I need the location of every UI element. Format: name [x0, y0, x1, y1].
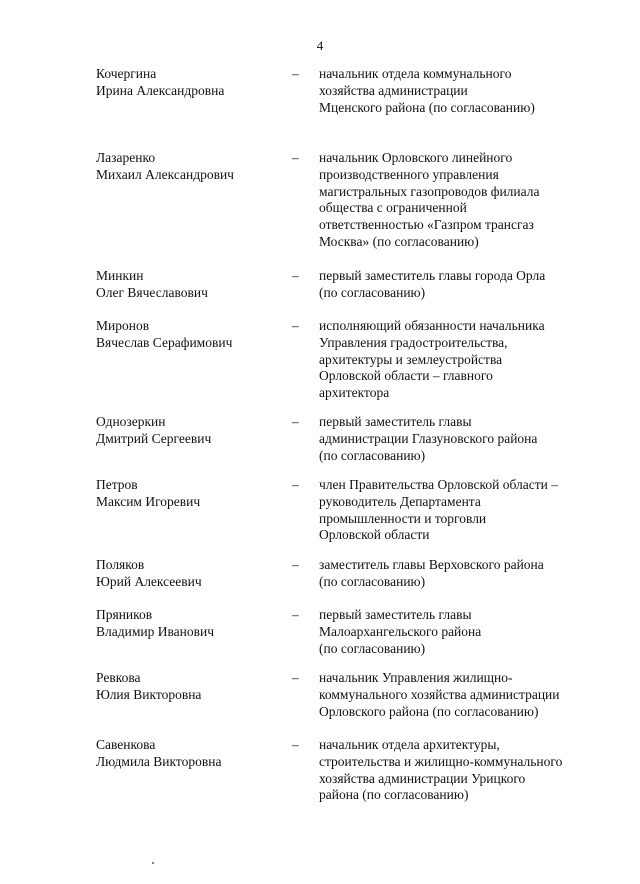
member-given-name: Владимир Иванович [96, 623, 215, 639]
member-name [96, 268, 281, 302]
member-surname: Пряников [96, 607, 153, 622]
member-name [96, 670, 281, 704]
member-surname: Поляков [96, 557, 145, 572]
position-line: (по согласованию) [319, 284, 426, 300]
dash-separator: – [292, 66, 299, 81]
member-position [319, 150, 619, 251]
dash-separator: – [292, 414, 299, 429]
member-given-name: Михаил Александрович [96, 166, 234, 182]
member-given-name: Юлия Викторовна [96, 686, 202, 702]
member-position [319, 477, 619, 544]
position-line: общества с ограниченной [319, 200, 467, 216]
member-given-name: Людмила Викторовна [96, 753, 222, 769]
position-line: Орловской области – главного [319, 368, 493, 384]
member-position [319, 66, 619, 116]
member-given-name: Дмитрий Сергеевич [96, 430, 212, 446]
position-line: первый заместитель главы [319, 607, 472, 622]
member-surname: Лазаренко [96, 150, 156, 165]
dash-separator: – [292, 318, 299, 333]
member-position [319, 737, 619, 804]
position-line: исполняющий обязанности начальника [319, 318, 545, 333]
member-given-name: Юрий Алексеевич [96, 573, 202, 589]
member-position [319, 318, 619, 402]
member-position [319, 557, 619, 591]
member-given-name: Олег Вячеславович [96, 284, 208, 300]
member-name [96, 737, 281, 771]
position-line: района (по согласованию) [319, 787, 469, 803]
position-line: архитектуры и землеустройства [319, 351, 503, 367]
position-line: хозяйства администрации Урицкого [319, 770, 526, 786]
member-given-name: Максим Игоревич [96, 493, 201, 509]
position-line: строительства и жилищно-коммунального [319, 753, 563, 769]
position-line: Управления градостроительства, [319, 334, 508, 350]
member-position [319, 607, 619, 657]
member-name [96, 66, 281, 100]
position-line: заместитель главы Верховского района [319, 557, 544, 572]
member-surname: Миронов [96, 318, 150, 333]
position-line: первый заместитель главы города Орла [319, 268, 546, 283]
member-surname: Савенкова [96, 737, 156, 752]
member-surname: Ревкова [96, 670, 141, 685]
position-line: руководитель Департамента [319, 493, 481, 509]
position-line: начальник отдела коммунального [319, 66, 512, 81]
member-position [319, 414, 619, 464]
position-line: ответственностью «Газпром трансгаз [319, 217, 534, 233]
dash-separator: – [292, 607, 299, 622]
member-name [96, 477, 281, 511]
dash-separator: – [292, 670, 299, 685]
position-line: (по согласованию) [319, 640, 426, 656]
position-line: хозяйства администрации [319, 82, 468, 98]
member-given-name: Вячеслав Серафимович [96, 334, 233, 350]
member-position [319, 670, 619, 720]
member-given-name: Ирина Александровна [96, 82, 225, 98]
position-line: Москва» (по согласованию) [319, 233, 479, 249]
position-line: Орловского района (по согласованию) [319, 703, 539, 719]
member-surname: Кочергина [96, 66, 157, 81]
member-name [96, 557, 281, 591]
position-line: производственного управления [319, 166, 499, 182]
position-line: член Правительства Орловской области – [319, 477, 559, 492]
scan-speck [152, 862, 154, 864]
dash-separator: – [292, 150, 299, 165]
position-line: промышленности и торговли [319, 510, 487, 526]
position-line: (по согласованию) [319, 573, 426, 589]
page-number: 4 [316, 38, 324, 53]
position-line: Мценского района (по согласованию) [319, 99, 535, 115]
position-line: Малоархангельского района [319, 623, 482, 639]
position-line: начальник Орловского линейного [319, 150, 513, 165]
position-line: начальник отдела архитектуры, [319, 737, 500, 752]
position-line: (по согласованию) [319, 447, 426, 463]
position-line: начальник Управления жилищно- [319, 670, 513, 685]
member-name [96, 318, 281, 352]
position-line: архитектора [319, 385, 390, 401]
dash-separator: – [292, 477, 299, 492]
position-line: магистральных газопроводов филиала [319, 183, 540, 199]
member-surname: Однозеркин [96, 414, 166, 429]
dash-separator: – [292, 268, 299, 283]
dash-separator: – [292, 557, 299, 572]
position-line: администрации Глазуновского района [319, 430, 538, 446]
member-surname: Минкин [96, 268, 144, 283]
member-position [319, 268, 619, 302]
member-name [96, 414, 281, 448]
dash-separator: – [292, 737, 299, 752]
member-surname: Петров [96, 477, 138, 492]
position-line: коммунального хозяйства администрации [319, 686, 560, 702]
position-line: Орловской области [319, 527, 430, 543]
member-name [96, 150, 281, 184]
position-line: первый заместитель главы [319, 414, 472, 429]
member-name [96, 607, 281, 641]
